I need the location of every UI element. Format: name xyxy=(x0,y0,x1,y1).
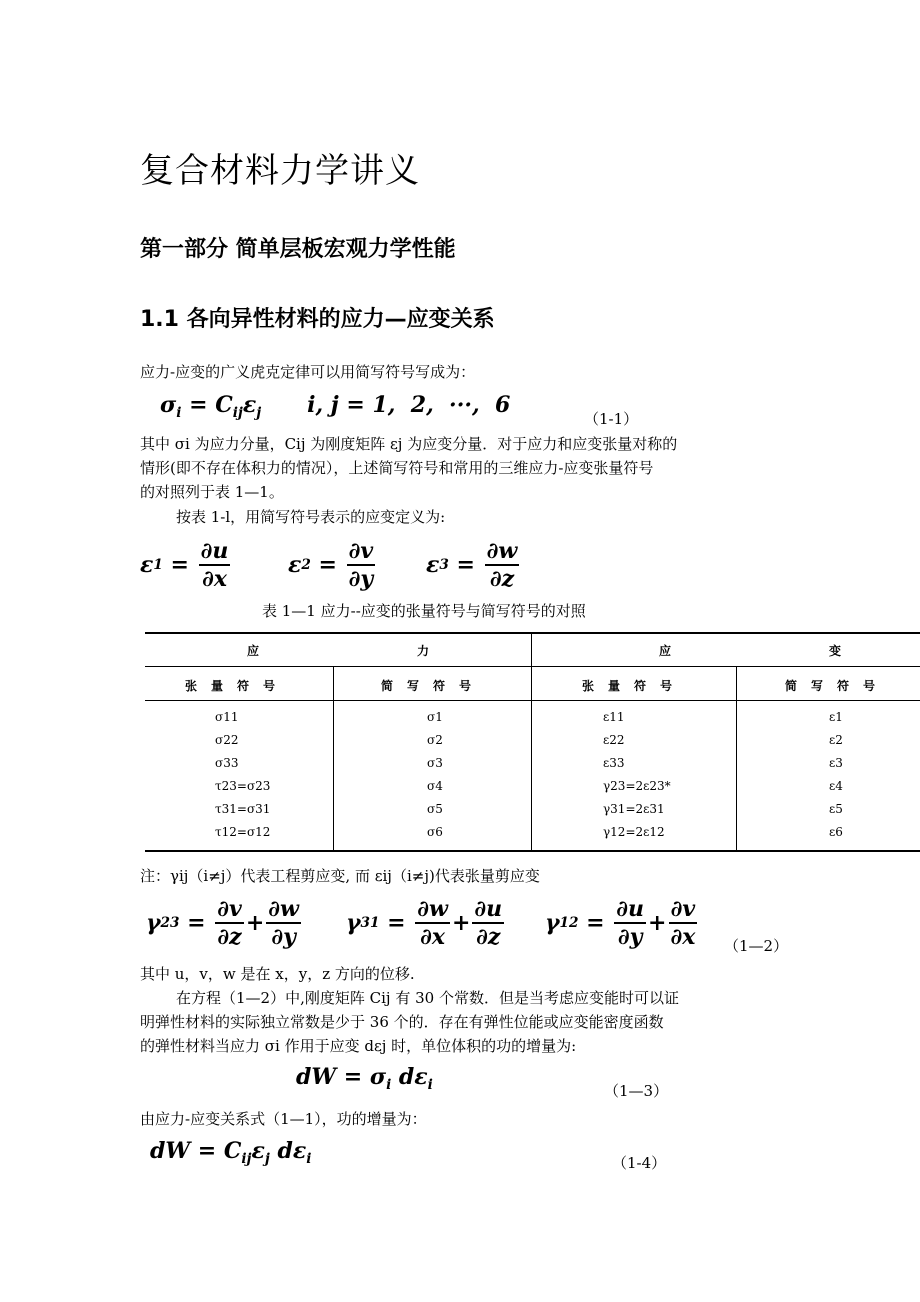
equation-number-1-3: （1—3） xyxy=(604,1082,669,1100)
subheader-stress-contracted: 简写符号 xyxy=(381,679,486,693)
equation-1-4: dW = $C_{ij}\varepsilon_j$ $d\varepsilon_i$ xyxy=(150,1138,312,1167)
equation-1-3: dW = $\sigma_i$ $d\varepsilon_i$ xyxy=(296,1064,433,1093)
table-cell: ε4 xyxy=(829,779,843,793)
document-title: 复合材料力学讲义 xyxy=(140,151,420,191)
strain-definition-intro: 按表 1-l，用简写符号表示的应变定义为: xyxy=(176,508,446,526)
paragraph-line: 其中 σi 为应力分量，Cij 为刚度矩阵 εj 为应变分量．对于应力和应变张量对称的 xyxy=(140,435,678,453)
stiffness-paragraph xyxy=(140,986,860,1058)
table-cell: ε11 xyxy=(603,710,625,724)
paragraph-line: 情形(即不存在体积力的情况），上述简写符号和常用的三维应力-应变张量符号 xyxy=(140,459,654,477)
table-top-rule xyxy=(145,632,920,634)
table-cell: ε33 xyxy=(603,756,625,770)
header-strain-left: 应 xyxy=(659,644,686,658)
table-divider xyxy=(531,632,532,852)
table-cell: ε6 xyxy=(829,825,843,839)
equation-shear-31: γ 31 = $\frac{\partial w}{\partial x}$ + $\frac{\partial u}{\partial z}$ xyxy=(346,896,503,950)
table-cell: ε2 xyxy=(829,733,843,747)
paragraph-line: 在方程（1—2）中,刚度矩阵 Cij 有 30 个常数．但是当考虑应变能时可以证 xyxy=(176,989,679,1007)
table-cell: ε1 xyxy=(829,710,843,724)
header-strain-right: 变 xyxy=(829,644,856,658)
table-cell: σ5 xyxy=(427,802,443,816)
equation-strain-3: ε 3 = $\frac{\partial w}{\partial z}$ xyxy=(426,538,518,592)
table-cell: σ22 xyxy=(215,733,239,747)
table-cell: ε22 xyxy=(603,733,625,747)
displacement-paragraph: 其中 u，v，w 是在 x，y，z 方向的位移. xyxy=(140,965,415,983)
equation-1-1: $\sigma_i = C_{ij}\varepsilon_j$ i, j = 1, 2, ···, 6 xyxy=(160,392,511,421)
table-rule xyxy=(145,700,920,701)
table-note: 注：γij（i≠j）代表工程剪应变, 而 εij（i≠j)代表张量剪应变 xyxy=(140,867,540,885)
table-divider xyxy=(736,666,737,850)
paragraph-line: 的对照列于表 1—1。 xyxy=(140,483,284,501)
section-heading: 1.1 各向异性材料的应力—应变关系 xyxy=(140,307,495,332)
equation-number-1-4: （1-4） xyxy=(612,1154,667,1172)
table-cell: σ11 xyxy=(215,710,239,724)
equation-shear-23: γ 23 = $\frac{\partial v}{\partial z}$ + $\frac{\partial w}{\partial y}$ xyxy=(146,896,299,950)
table-rule xyxy=(145,666,920,667)
equation-shear-12: γ 12 = $\frac{\partial u}{\partial y}$ + $\frac{\partial v}{\partial x}$ xyxy=(545,896,696,950)
work-increment-paragraph: 由应力-应变关系式（1—1），功的增量为： xyxy=(140,1110,427,1128)
subheader-stress-tensor: 张量符号 xyxy=(185,679,290,693)
part-heading: 第一部分 简单层板宏观力学性能 xyxy=(140,237,456,262)
table-caption: 表 1—1 应力--应变的张量符号与简写符号的对照 xyxy=(262,602,586,620)
table-cell: τ12=σ12 xyxy=(215,825,271,839)
header-stress-right: 力 xyxy=(417,644,444,658)
table-divider xyxy=(333,666,334,850)
notation-table xyxy=(145,632,920,854)
table-cell: σ3 xyxy=(427,756,443,770)
table-cell: σ1 xyxy=(427,710,443,724)
paragraph-line: 明弹性材料的实际独立常数是少于 36 个的．存在有弹性位能或应变能密度函数 xyxy=(140,1013,664,1031)
table-cell: σ6 xyxy=(427,825,443,839)
table-cell: γ23=2ε23* xyxy=(603,779,671,793)
table-cell: ε5 xyxy=(829,802,843,816)
subheader-strain-tensor: 张量符号 xyxy=(582,679,687,693)
table-bottom-rule xyxy=(145,850,920,852)
table-cell: ε3 xyxy=(829,756,843,770)
table-cell: σ33 xyxy=(215,756,239,770)
table-cell: σ4 xyxy=(427,779,443,793)
equation-strain-2: ε 2 = $\frac{\partial v}{\partial y}$ xyxy=(288,538,374,592)
table-cell: τ31=σ31 xyxy=(215,802,271,816)
table-cell: σ2 xyxy=(427,733,443,747)
equation-number-1-2: （1—2） xyxy=(724,937,789,955)
paragraph-line: 的弹性材料当应力 σi 作用于应变 dεj 时，单位体积的功的增量为: xyxy=(140,1037,577,1055)
header-stress-left: 应 xyxy=(247,644,274,658)
table-cell: τ23=σ23 xyxy=(215,779,271,793)
table-cell: γ12=2ε12 xyxy=(603,825,665,839)
table-cell: γ31=2ε31 xyxy=(603,802,665,816)
equation-number-1-1: （1-1） xyxy=(584,410,639,428)
intro-paragraph: 应力-应变的广义虎克定律可以用简写符号写成为： xyxy=(140,363,476,381)
definition-paragraph xyxy=(140,432,840,504)
subheader-strain-contracted: 简写符号 xyxy=(785,679,890,693)
equation-strain-1: ε 1 = $\frac{\partial u}{\partial x}$ xyxy=(140,538,229,592)
